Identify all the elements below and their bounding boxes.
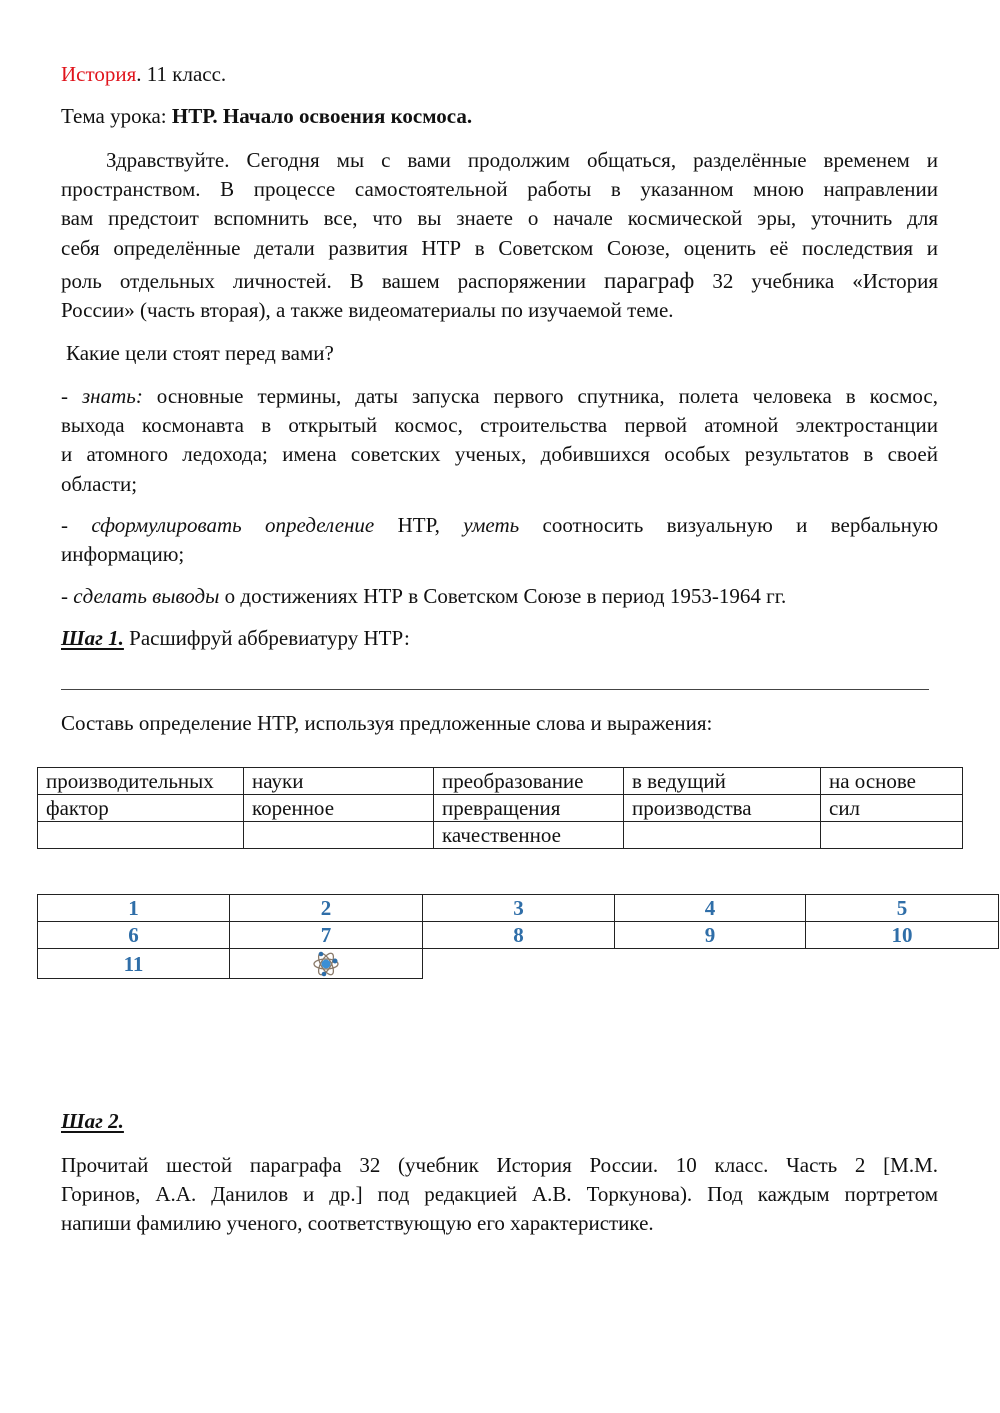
topic-title: НТР. Начало освоения космоса. [171,104,473,128]
answer-slot[interactable]: 6 [38,922,230,949]
intro-line-part: роль отдельных личностей. В вашем распоряжении [61,268,605,293]
intro-line: пространством. В процессе самостоятельной работы в указанном мною направлении [61,177,938,202]
intro-line: Здравствуйте. Сегодня мы с вами продолжим общаться, разделённые временем и [106,148,938,172]
goal-text: основные термины, даты запуска первого спутника, полета человека в космос, [142,384,939,408]
goal-formulate [61,511,938,569]
intro-line: себя определённые детали развития НТР в Советском Союзе, оценить её последствия и [61,235,938,260]
table-row [38,922,999,949]
word-cell [244,822,434,849]
goal-line: информацию; [61,542,185,567]
dash: - [61,584,74,608]
intro-paragraph [61,146,938,325]
paragraph-word: параграф [604,267,695,293]
table-row [38,949,999,979]
answer-slot[interactable]: 4 [615,895,806,922]
empty-cell [423,949,615,979]
goal-text: о достижениях НТР в Советском Союзе в период 1953-1964 гг. [219,584,787,608]
subject-name: История [61,62,137,86]
word-cell[interactable]: превращения [434,795,624,822]
word-cell[interactable]: преобразование [434,768,624,795]
goal-keyword: сделать выводы [73,584,220,608]
goal-line: выхода космонавта в открытый космос, строительства первой атомной электростанции [61,413,938,438]
word-cell[interactable]: в ведущий [624,768,821,795]
intro-line: России» (часть вторая), а также видеоматериалы по изучаемой теме. [61,298,674,323]
answer-slot[interactable]: 2 [230,895,423,922]
word-cell[interactable]: качественное [434,822,624,849]
intro-line: вам предстоит вспомнить все, что вы знаете о начале космической эры, уточнить для [61,206,938,231]
words-table [37,767,963,849]
goal-keyword: знать: [81,384,143,408]
dash: - [61,513,92,537]
step2-line: Прочитай шестой параграфа 32 (учебник История России. 10 класс. Часть 2 [М.М. [61,1153,938,1177]
subject-line [61,62,226,86]
dash: - [61,384,82,408]
answer-slots-table [37,894,999,979]
goal-text: НТР, [374,513,464,537]
table-row [38,895,999,922]
grade-text: . 11 класс. [136,62,227,86]
table-row [38,822,963,849]
goal-conclude [61,584,786,608]
step1-heading [61,626,410,650]
word-cell[interactable]: фактор [38,795,244,822]
goal-line [61,511,938,540]
answer-slot[interactable]: 1 [38,895,230,922]
word-cell [821,822,963,849]
answer-slot[interactable]: 9 [615,922,806,949]
answer-slot[interactable]: 11 [38,949,230,979]
topic-label: Тема урока: [61,104,172,128]
step1-text: Расшифруй аббревиатуру НТР: [123,626,410,650]
intro-line-part: 32 учебника «История [694,268,938,293]
word-cell[interactable]: на основе [821,768,963,795]
word-cell[interactable]: сил [821,795,963,822]
word-cell[interactable]: коренное [244,795,434,822]
table-row [38,795,963,822]
empty-cell [615,949,806,979]
atom-icon [312,950,340,978]
goals-question: Какие цели стоят перед вами? [66,341,334,365]
step1-instruction: Составь определение НТР, используя предложенные слова и выражения: [61,711,713,735]
goal-line: и атомного ледохода; имена советских ученых, добившихся особых результатов в своей [61,442,938,467]
atom-cell[interactable] [230,949,423,979]
intro-line [61,266,938,296]
lesson-topic [61,104,472,128]
step1-label: Шаг 1. [61,626,124,650]
goal-line: области; [61,471,138,496]
step2-line: напиши фамилию ученого, соответствующую его характеристике. [61,1211,654,1236]
step2-heading [61,1109,124,1133]
answer-line[interactable] [61,689,929,690]
answer-slot[interactable]: 7 [230,922,423,949]
goal-keyword: уметь [463,513,520,537]
answer-slot[interactable]: 10 [806,922,999,949]
word-cell[interactable]: производства [624,795,821,822]
step2-label: Шаг 2. [61,1109,124,1133]
answer-slot[interactable]: 5 [806,895,999,922]
answer-slot[interactable]: 8 [423,922,615,949]
goal-line [61,382,938,411]
goal-text: соотносить визуальную и вербальную [519,513,939,537]
word-cell[interactable]: производительных [38,768,244,795]
goal-know [61,382,938,499]
step2-paragraph [61,1151,938,1239]
word-cell[interactable]: науки [244,768,434,795]
goal-keyword: сформулировать определение [91,513,375,537]
answer-slot[interactable]: 3 [423,895,615,922]
word-cell [624,822,821,849]
table-row [38,768,963,795]
word-cell [38,822,244,849]
empty-cell [806,949,999,979]
step2-line: Горинов, А.А. Данилов и др.] под редакцией А.В. Торкунова). Под каждым портретом [61,1182,938,1207]
